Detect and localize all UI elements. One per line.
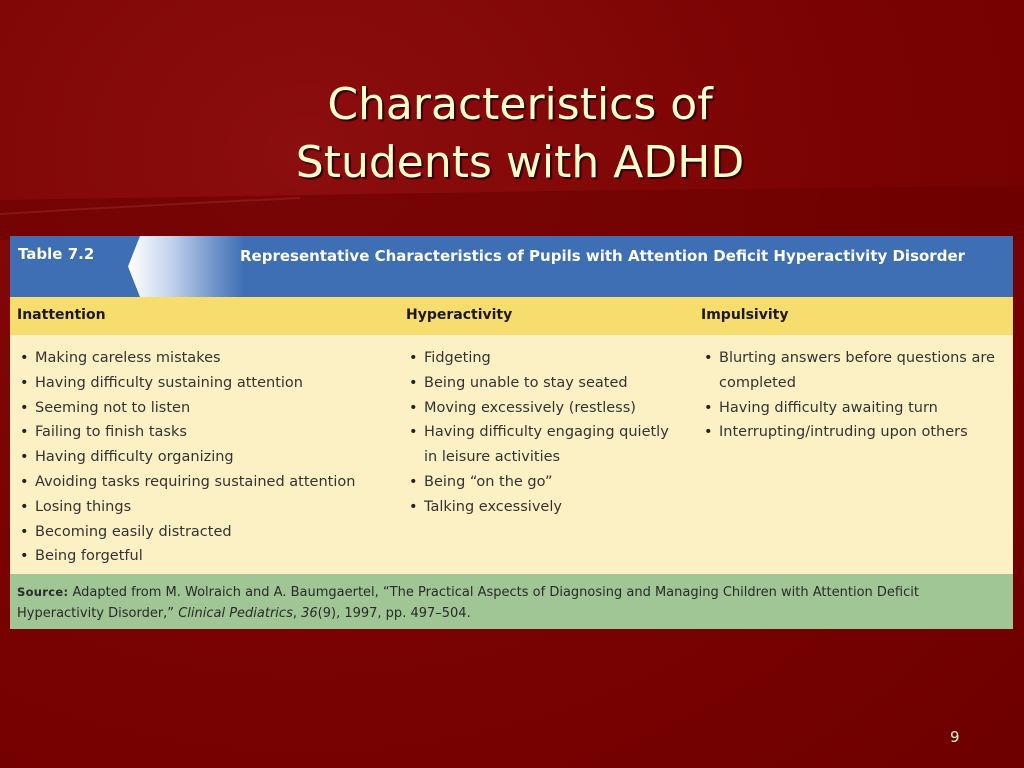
list-item: • Having difficulty organizing xyxy=(17,445,389,470)
source-text: Adapted from M. Wolraich and A. Baumgaertel, “The Practical Aspects of Diagnosing and Managing Children with Attention Deficit Hyperactivity Disorder,” xyxy=(17,585,919,621)
list-item: • Moving excessively (restless) xyxy=(406,396,686,421)
list-item: • Losing things xyxy=(17,495,389,520)
column-header-hyperactivity: Hyperactivity xyxy=(406,307,513,323)
table-title: Representative Characteristics of Pupils with Attention Deficit Hyperactivity Disorder xyxy=(240,247,966,265)
hyperactivity-list xyxy=(406,346,686,520)
list-item: • Seeming not to listen xyxy=(17,396,389,421)
list-item: • Having difficulty awaiting turn xyxy=(701,396,1007,421)
column-hyperactivity xyxy=(406,346,686,520)
source-citation xyxy=(17,582,1009,624)
list-item: • Having difficulty sustaining attention xyxy=(17,371,389,396)
list-item: • Making careless mistakes xyxy=(17,346,389,371)
column-header-inattention: Inattention xyxy=(17,307,106,323)
source-volume: 36 xyxy=(301,606,318,621)
source-row xyxy=(10,574,1013,629)
table-header-gradient xyxy=(128,236,244,297)
table-number: Table 7.2 xyxy=(18,245,95,263)
source-journal: Clinical Pediatrics xyxy=(178,606,293,621)
source-text-end: (9), 1997, pp. 497–504. xyxy=(317,606,471,621)
list-item: • Avoiding tasks requiring sustained attention xyxy=(17,470,389,495)
list-item: • Interrupting/intruding upon others xyxy=(701,420,1007,445)
table-header xyxy=(10,236,1013,297)
list-item: • Fidgeting xyxy=(406,346,686,371)
impulsivity-list xyxy=(701,346,1007,445)
page-number: 9 xyxy=(950,728,960,746)
table-body xyxy=(10,336,1013,574)
slide-title-line-1: Characteristics of xyxy=(327,79,713,130)
slide-title-line-2: Students with ADHD xyxy=(295,137,745,188)
table-number-tab xyxy=(10,236,132,297)
list-item: • Being “on the go” xyxy=(406,470,686,495)
inattention-list xyxy=(17,346,389,569)
column-header-impulsivity: Impulsivity xyxy=(701,307,789,323)
characteristics-table xyxy=(10,236,1013,629)
column-impulsivity xyxy=(701,346,1007,445)
column-inattention xyxy=(17,346,389,569)
list-item: • Being unable to stay seated xyxy=(406,371,686,396)
source-label: Source: xyxy=(17,585,69,599)
slide-title xyxy=(0,76,1024,192)
list-item: • Failing to finish tasks xyxy=(17,420,389,445)
column-header-row xyxy=(10,297,1013,335)
list-item: • Having difficulty engaging quietly in leisure activities xyxy=(406,420,686,470)
list-item: • Becoming easily distracted xyxy=(17,520,389,545)
source-separator: , xyxy=(292,606,302,621)
list-item: • Blurting answers before questions are completed xyxy=(701,346,1007,396)
list-item: • Being forgetful xyxy=(17,544,389,569)
list-item: • Talking excessively xyxy=(406,495,686,520)
